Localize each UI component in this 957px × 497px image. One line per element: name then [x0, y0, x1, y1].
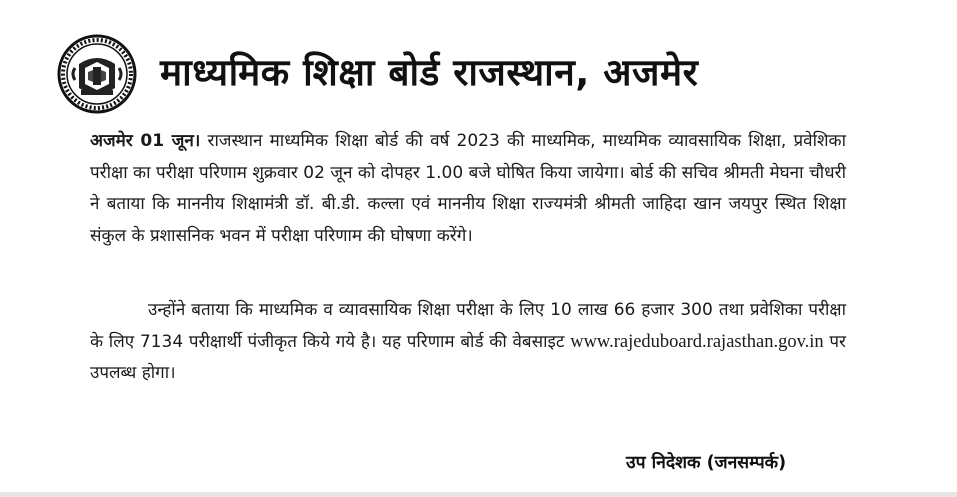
paragraph-2 — [90, 295, 846, 390]
board-emblem-icon — [57, 34, 137, 114]
page-bottom-edge — [0, 492, 957, 497]
paragraph-1 — [90, 126, 846, 252]
paragraph-2-end: पर उपलब्ध होगा। — [90, 331, 846, 383]
paragraph-2-text: उन्होंने बताया कि माध्यमिक व व्यावसायिक शिक्षा परीक्षा के लिए 10 लाख 66 हजार 300 तथा प्रवेशिका परीक्षा के लिए 7134 परीक्षार्थी पंजीकृत किये गये है। यह परिणाम बोर्ड की वेबसाइट — [90, 300, 846, 352]
website-url: www.rajeduboard.rajasthan.gov.in — [570, 331, 824, 352]
paragraph-1-text: राजस्थान माध्यमिक शिक्षा बोर्ड की वर्ष 2023 की माध्यमिक, माध्यमिक व्यावसायिक शिक्षा, प्रवेशिका परीक्षा का परीक्षा परिणाम शुक्रवार 02 जून को दोपहर 1.00 बजे घोषित किया जायेगा। बोर्ड की सचिव श्रीमती मेघना चौधरी ने बताया कि माननीय शिक्षामंत्री डॉ. बी.डी. कल्ला एवं माननीय शिक्षा राज्यमंत्री श्रीमती जाहिदा खान जयपुर स्थित शिक्षा संकुल के प्रशासनिक भवन में परीक्षा परिणाम की घोषणा करेंगे। — [90, 131, 846, 246]
signature-designation: उप निदेशक (जनसम्पर्क) — [626, 453, 787, 473]
page-title: माध्यमिक शिक्षा बोर्ड राजस्थान, अजमेर — [160, 51, 699, 94]
dateline: अजमेर 01 जून। — [90, 131, 201, 151]
